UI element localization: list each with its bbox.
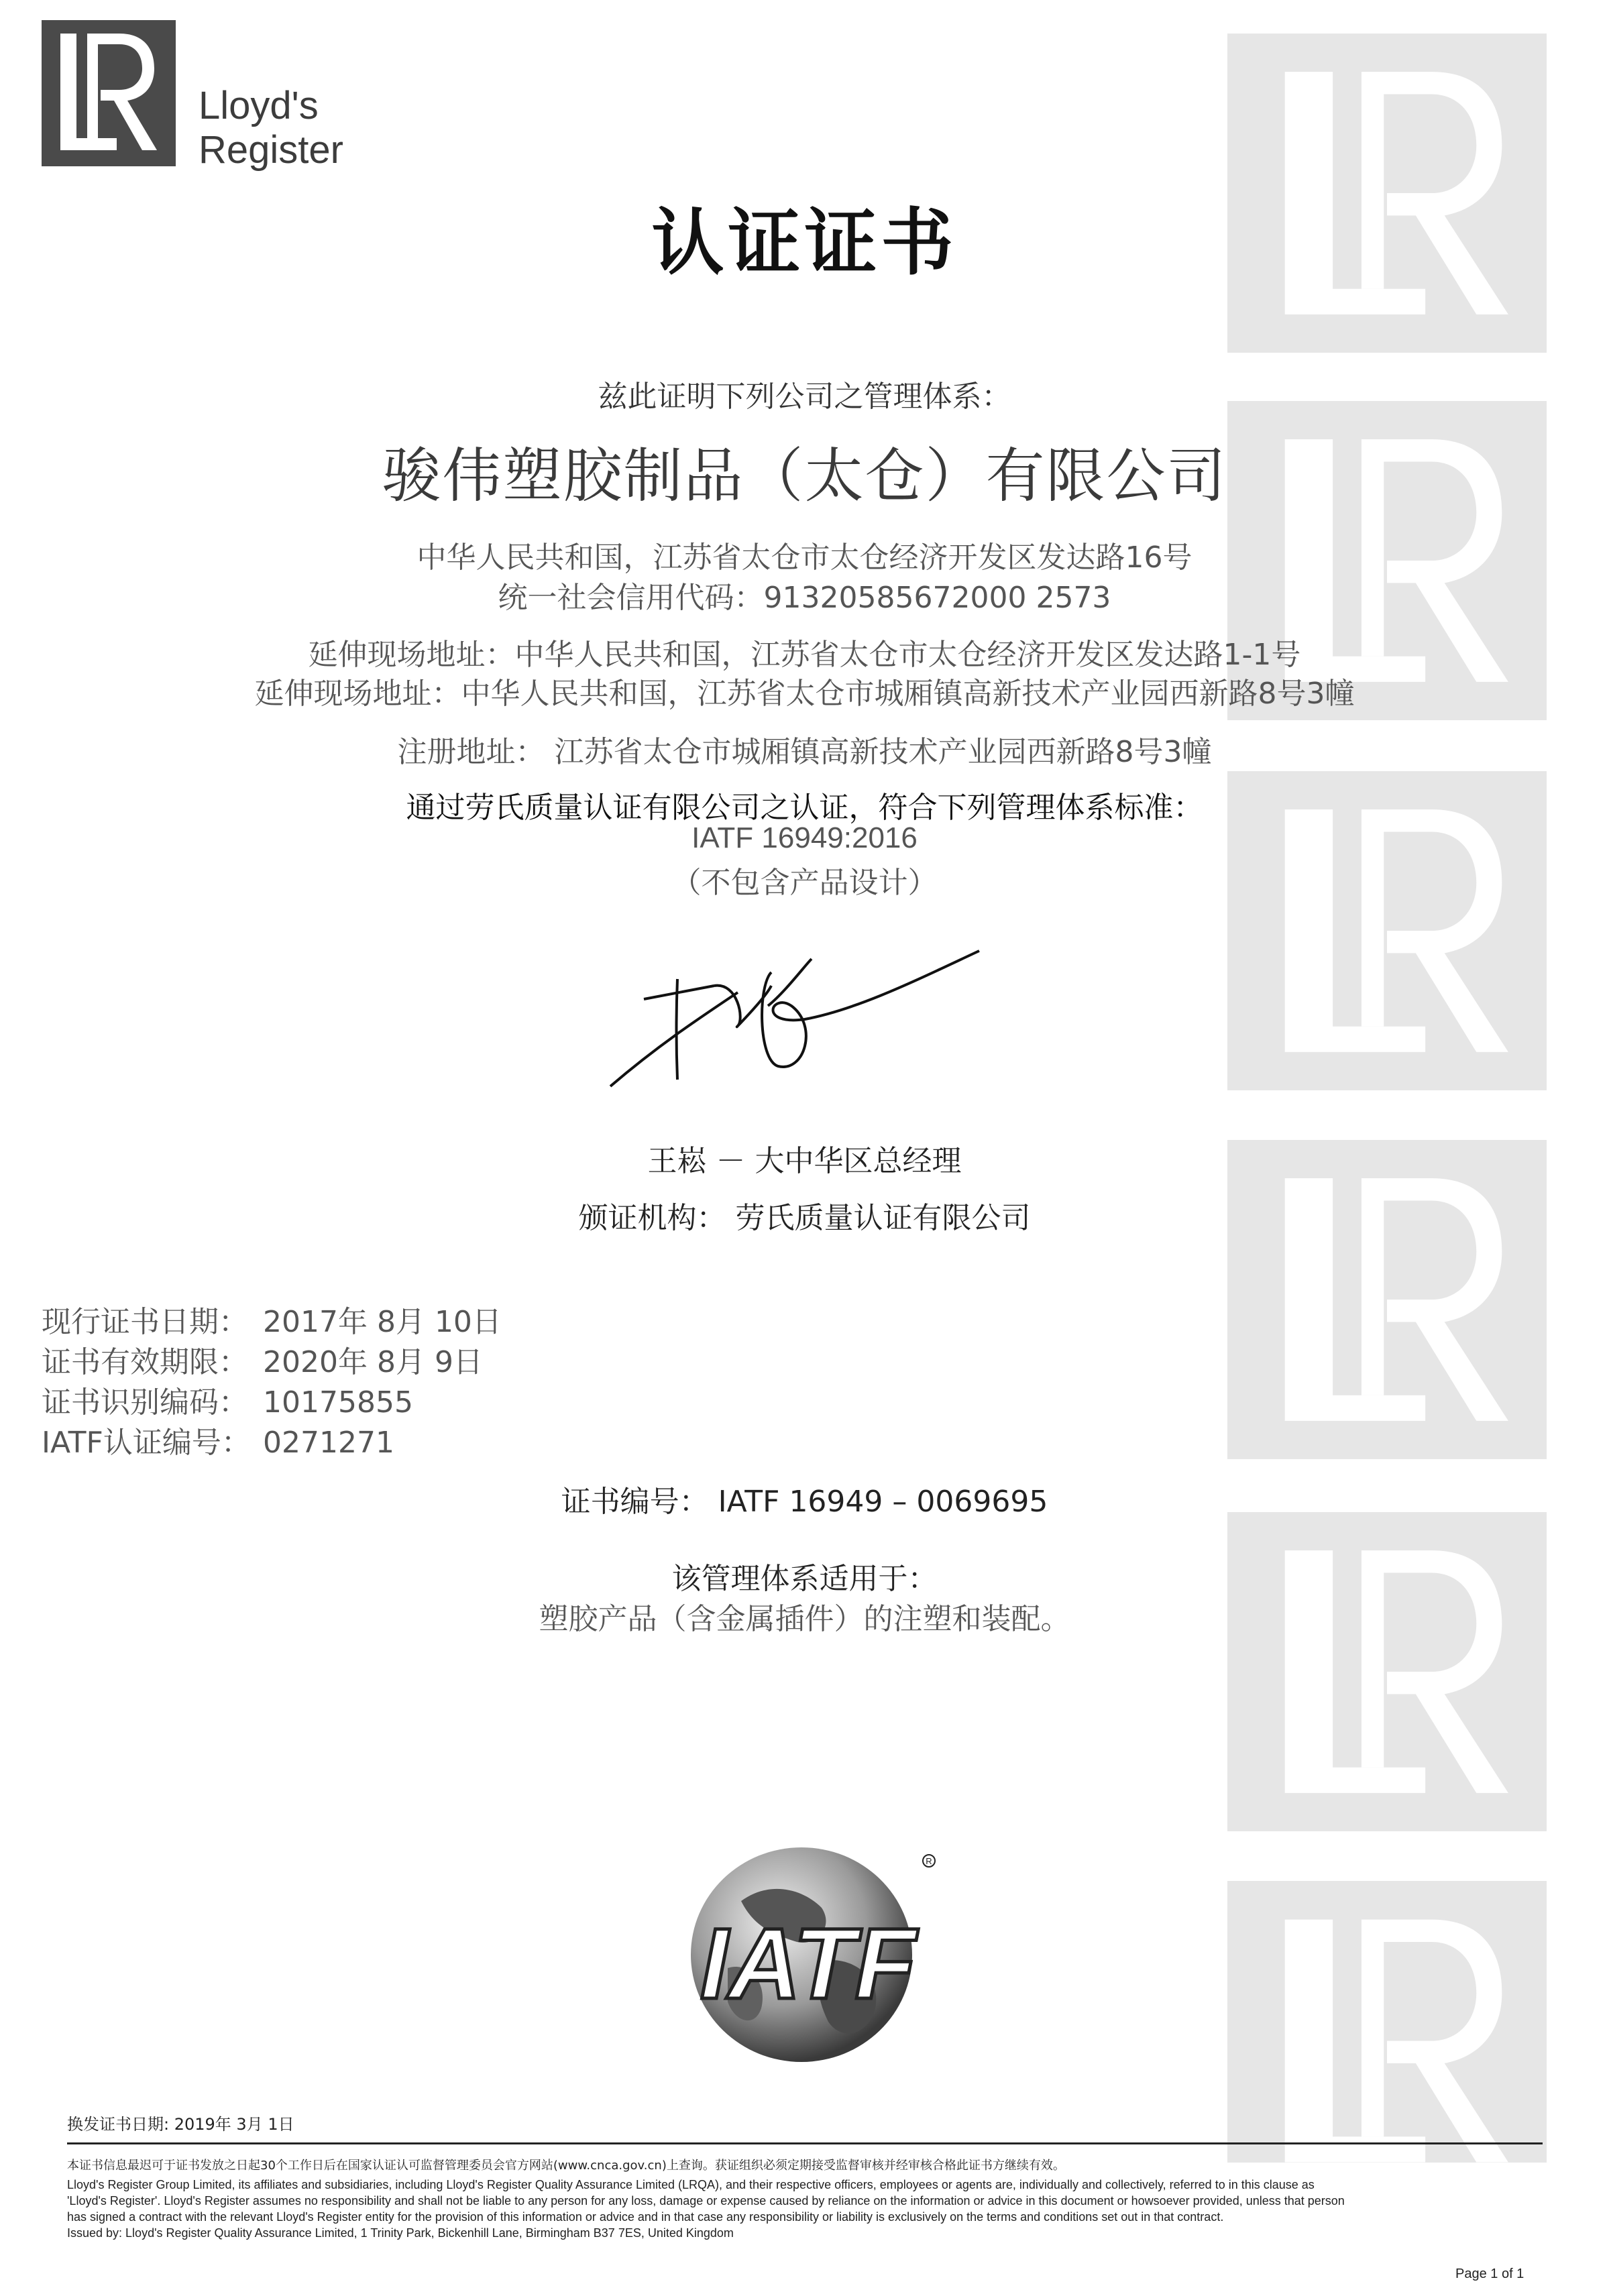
standard-name: IATF 16949:2016	[691, 821, 918, 854]
iatf-logo	[667, 1841, 949, 2069]
footer-issued-by: Issued by: Lloyd's Register Quality Assurance Limited, 1 Trinity Park, Bickenhill Lane, Birmingham B37 7ES, United Kingdom	[67, 2226, 734, 2240]
extended-site-2: 延伸现场地址：中华人民共和国，江苏省太仓市城厢镇高新技术产业园西新路8号3幢	[254, 677, 1355, 711]
logo-text-line1: Lloyd's	[199, 84, 319, 127]
company-name: 骏伟塑胶制品（太仓）有限公司	[382, 441, 1227, 510]
certificate-number: 证书编号： IATF 16949 – 0069695	[561, 1485, 1048, 1519]
detail-value: 10175855	[263, 1385, 413, 1420]
detail-label: 证书有效期限：	[42, 1345, 248, 1379]
page-number: Page 1 of 1	[1455, 2266, 1524, 2281]
standard-note: （不包含产品设计）	[671, 866, 938, 900]
detail-label: IATF认证编号：	[42, 1426, 251, 1460]
logo-text-line2: Register	[199, 128, 343, 172]
scope-title: 该管理体系适用于：	[671, 1562, 938, 1596]
iatf-logo-text: IATF	[700, 1907, 917, 2020]
scope-text: 塑胶产品（含金属插件）的注塑和装配。	[539, 1602, 1070, 1636]
detail-label: 证书识别编码：	[42, 1385, 248, 1420]
svg-text:R: R	[926, 1856, 932, 1866]
detail-expiry-date	[42, 1338, 483, 1381]
lr-watermark-icon	[1227, 1881, 1547, 2163]
signatory: 王崧 － 大中华区总经理	[647, 1144, 962, 1178]
detail-value: 2017年 8月 10日	[263, 1305, 502, 1339]
footer-disclaimer-1: Lloyd's Register Group Limited, its affiliates and subsidiaries, including Lloyd's Register Quality Assurance Limited (LRQA), and their respective officers, employees or agents are, individually and collectively, referred to in this clause as	[67, 2178, 1315, 2191]
detail-value: 0271271	[263, 1426, 394, 1460]
issuer: 颁证机构： 劳氏质量认证有限公司	[578, 1201, 1031, 1235]
extended-site-1: 延伸现场地址：中华人民共和国，江苏省太仓市太仓经济开发区发达路1-1号	[308, 638, 1301, 672]
footer-cn-notice: 本证书信息最迟可于证书发放之日起30个工作日后在国家认证认可监督管理委员会官方网站(www.cnca.gov.cn)上查询。获证组织必须定期接受监督审核并经审核合格此证书方继续有效。	[67, 2159, 1065, 2173]
intro-text: 兹此证明下列公司之管理体系：	[598, 380, 1011, 414]
detail-current-date	[42, 1298, 502, 1340]
detail-identification-number	[42, 1378, 413, 1421]
detail-label: 现行证书日期：	[42, 1305, 248, 1339]
company-address: 中华人民共和国，江苏省太仓市太仓经济开发区发达路16号	[417, 540, 1192, 575]
standard-intro: 通过劳氏质量认证有限公司之认证，符合下列管理体系标准：	[406, 791, 1203, 825]
credit-code: 统一社会信用代码：91320585672000 2573	[498, 581, 1111, 615]
detail-value: 2020年 8月 9日	[263, 1345, 483, 1379]
footer-disclaimer-3: has signed a contract with the relevant Lloyd's Register entity for the provision of this information or advice and in that case any responsibility or liability is exclusively on the terms and conditions set out in that contract.	[67, 2210, 1224, 2224]
signature	[604, 945, 993, 1093]
footer-disclaimer-2: 'Lloyd's Register'. Lloyd's Register assumes no responsibility and shall not be liable to any person for any loss, damage or expense caused by reliance on the information or advice in this document or howsoever provided, unless that person	[67, 2194, 1345, 2207]
reissue-date: 换发证书日期: 2019年 3月 1日	[67, 2115, 294, 2134]
lr-watermark-icon	[1227, 1140, 1547, 1459]
detail-iatf-number	[42, 1418, 394, 1461]
footer-divider	[67, 2142, 1543, 2144]
lr-logo-icon	[42, 20, 176, 166]
page-title: 认证证书	[651, 201, 958, 285]
registered-address: 注册地址： 江苏省太仓市城厢镇高新技术产业园西新路8号3幢	[397, 735, 1212, 769]
